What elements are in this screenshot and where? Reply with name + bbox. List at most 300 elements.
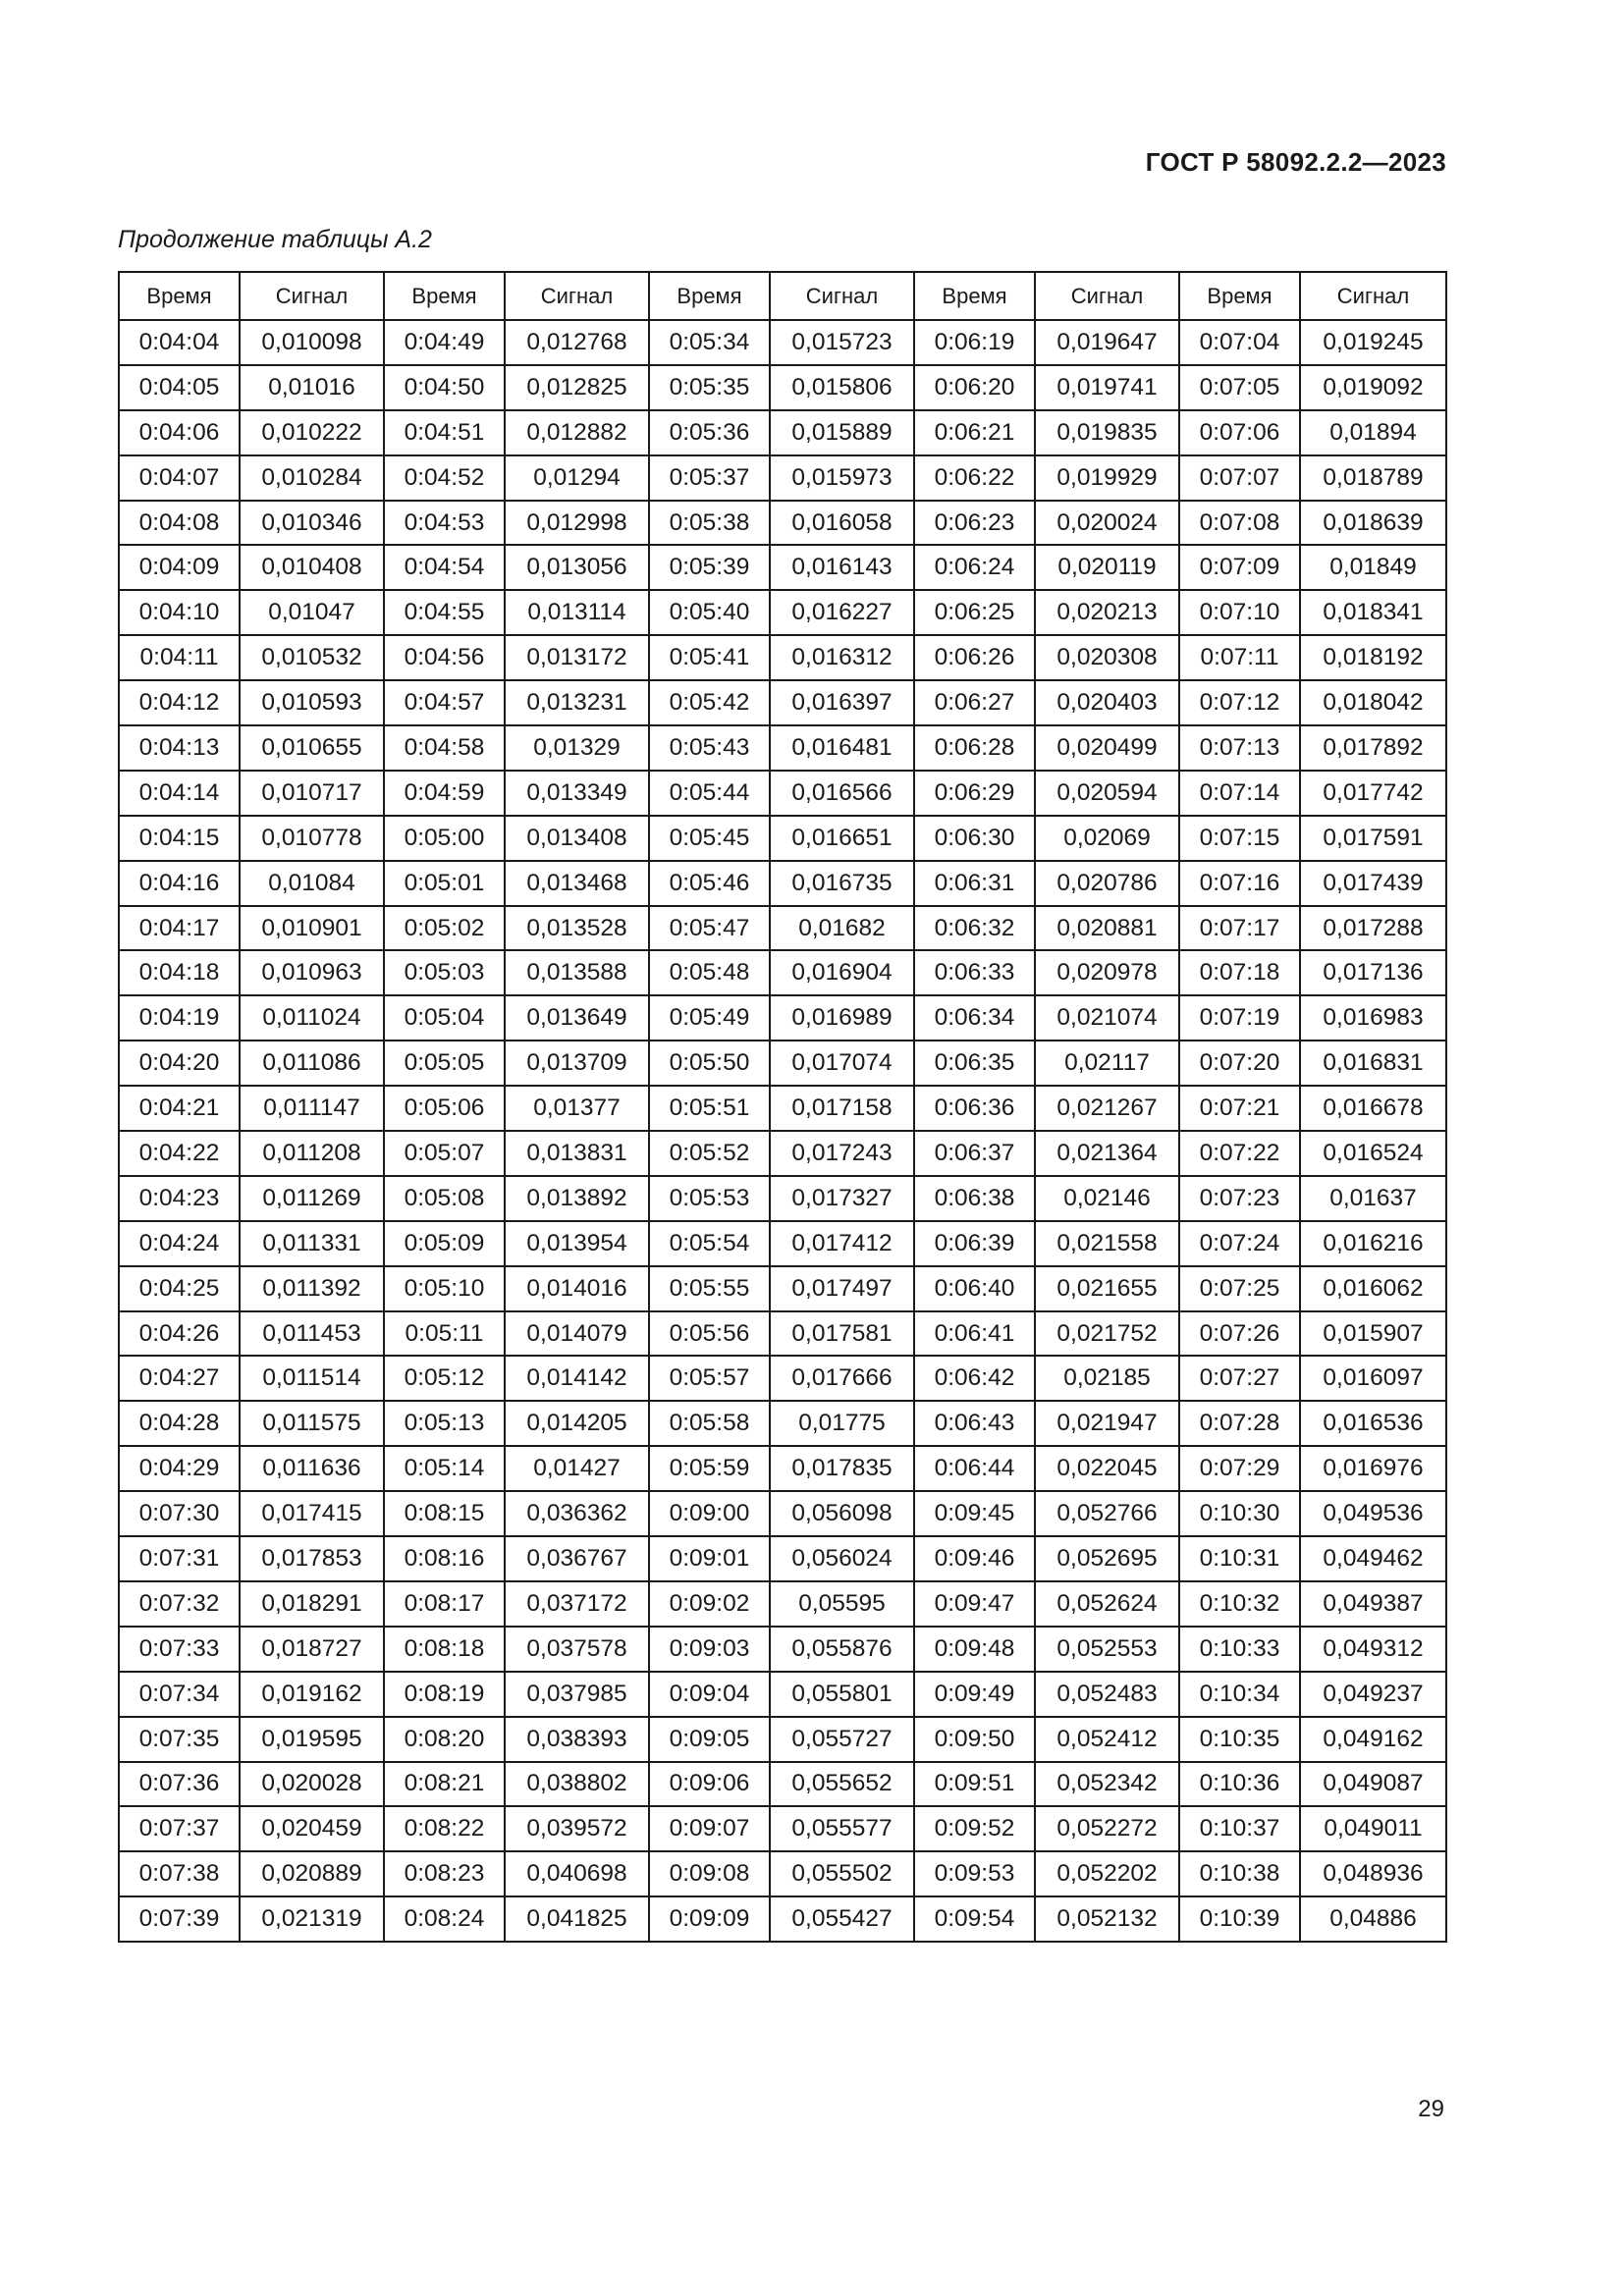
- signal-cell: 0,010901: [240, 906, 384, 951]
- time-cell: 0:07:31: [119, 1536, 240, 1581]
- signal-cell: 0,017327: [770, 1176, 914, 1221]
- time-cell: 0:04:24: [119, 1221, 240, 1266]
- time-cell: 0:06:28: [914, 725, 1035, 771]
- time-cell: 0:07:20: [1179, 1041, 1300, 1086]
- time-cell: 0:04:50: [384, 365, 505, 410]
- signal-cell: 0,037578: [505, 1627, 649, 1672]
- time-cell: 0:04:11: [119, 635, 240, 680]
- time-cell: 0:05:11: [384, 1311, 505, 1357]
- time-cell: 0:05:05: [384, 1041, 505, 1086]
- time-cell: 0:06:20: [914, 365, 1035, 410]
- time-cell: 0:07:25: [1179, 1266, 1300, 1311]
- signal-cell: 0,014079: [505, 1311, 649, 1357]
- time-cell: 0:06:43: [914, 1401, 1035, 1446]
- signal-cell: 0,01849: [1300, 545, 1446, 590]
- time-cell: 0:07:07: [1179, 455, 1300, 501]
- signal-cell: 0,017288: [1300, 906, 1446, 951]
- time-cell: 0:10:32: [1179, 1581, 1300, 1627]
- signal-cell: 0,019741: [1035, 365, 1179, 410]
- time-cell: 0:06:30: [914, 816, 1035, 861]
- signal-cell: 0,015723: [770, 320, 914, 365]
- time-cell: 0:10:30: [1179, 1491, 1300, 1536]
- signal-cell: 0,020024: [1035, 501, 1179, 546]
- signal-cell: 0,020881: [1035, 906, 1179, 951]
- time-cell: 0:09:45: [914, 1491, 1035, 1536]
- time-cell: 0:09:50: [914, 1717, 1035, 1762]
- signal-cell: 0,013349: [505, 771, 649, 816]
- time-cell: 0:07:24: [1179, 1221, 1300, 1266]
- signal-cell: 0,01637: [1300, 1176, 1446, 1221]
- time-cell: 0:08:20: [384, 1717, 505, 1762]
- time-cell: 0:09:02: [649, 1581, 770, 1627]
- signal-cell: 0,018291: [240, 1581, 384, 1627]
- column-header-time: Время: [649, 272, 770, 320]
- signal-cell: 0,012825: [505, 365, 649, 410]
- time-cell: 0:04:57: [384, 680, 505, 725]
- signal-cell: 0,016735: [770, 861, 914, 906]
- table-row: [119, 1581, 1446, 1627]
- table-row: [119, 1446, 1446, 1491]
- time-cell: 0:04:07: [119, 455, 240, 501]
- time-cell: 0:05:51: [649, 1086, 770, 1131]
- time-cell: 0:05:14: [384, 1446, 505, 1491]
- time-cell: 0:04:13: [119, 725, 240, 771]
- signal-cell: 0,013892: [505, 1176, 649, 1221]
- table-row: [119, 1356, 1446, 1401]
- time-cell: 0:09:52: [914, 1806, 1035, 1851]
- signal-cell: 0,01775: [770, 1401, 914, 1446]
- signal-cell: 0,052766: [1035, 1491, 1179, 1536]
- signal-cell: 0,019835: [1035, 410, 1179, 455]
- signal-cell: 0,052553: [1035, 1627, 1179, 1672]
- signal-cell: 0,049462: [1300, 1536, 1446, 1581]
- time-cell: 0:10:39: [1179, 1896, 1300, 1942]
- table-row: [119, 1672, 1446, 1717]
- signal-cell: 0,01084: [240, 861, 384, 906]
- signal-cell: 0,015907: [1300, 1311, 1446, 1357]
- time-cell: 0:05:45: [649, 816, 770, 861]
- time-cell: 0:05:46: [649, 861, 770, 906]
- time-cell: 0:07:27: [1179, 1356, 1300, 1401]
- signal-cell: 0,021319: [240, 1896, 384, 1942]
- signal-cell: 0,019647: [1035, 320, 1179, 365]
- signal-cell: 0,052132: [1035, 1896, 1179, 1942]
- table-header-row: [119, 272, 1446, 320]
- signal-cell: 0,017581: [770, 1311, 914, 1357]
- time-cell: 0:07:05: [1179, 365, 1300, 410]
- time-cell: 0:06:36: [914, 1086, 1035, 1131]
- signal-cell: 0,016831: [1300, 1041, 1446, 1086]
- time-cell: 0:04:10: [119, 590, 240, 635]
- signal-cell: 0,010778: [240, 816, 384, 861]
- signal-cell: 0,013954: [505, 1221, 649, 1266]
- time-cell: 0:04:55: [384, 590, 505, 635]
- time-cell: 0:06:38: [914, 1176, 1035, 1221]
- time-cell: 0:09:04: [649, 1672, 770, 1717]
- signal-cell: 0,016143: [770, 545, 914, 590]
- time-cell: 0:07:30: [119, 1491, 240, 1536]
- signal-cell: 0,017853: [240, 1536, 384, 1581]
- signal-cell: 0,014016: [505, 1266, 649, 1311]
- signal-cell: 0,049536: [1300, 1491, 1446, 1536]
- time-cell: 0:06:42: [914, 1356, 1035, 1401]
- time-cell: 0:06:19: [914, 320, 1035, 365]
- signal-cell: 0,015806: [770, 365, 914, 410]
- signal-cell: 0,011147: [240, 1086, 384, 1131]
- time-cell: 0:05:44: [649, 771, 770, 816]
- time-cell: 0:08:18: [384, 1627, 505, 1672]
- time-cell: 0:04:06: [119, 410, 240, 455]
- table-row: [119, 1717, 1446, 1762]
- signal-cell: 0,052624: [1035, 1581, 1179, 1627]
- time-cell: 0:04:25: [119, 1266, 240, 1311]
- time-cell: 0:05:52: [649, 1131, 770, 1176]
- time-cell: 0:04:16: [119, 861, 240, 906]
- signal-cell: 0,020594: [1035, 771, 1179, 816]
- signal-cell: 0,055876: [770, 1627, 914, 1672]
- signal-cell: 0,020499: [1035, 725, 1179, 771]
- signal-cell: 0,016989: [770, 995, 914, 1041]
- time-cell: 0:06:29: [914, 771, 1035, 816]
- time-cell: 0:04:29: [119, 1446, 240, 1491]
- signal-cell: 0,016651: [770, 816, 914, 861]
- signal-cell: 0,013528: [505, 906, 649, 951]
- time-cell: 0:08:16: [384, 1536, 505, 1581]
- table-body: [119, 320, 1446, 1942]
- signal-cell: 0,016481: [770, 725, 914, 771]
- signal-cell: 0,05595: [770, 1581, 914, 1627]
- signal-cell: 0,040698: [505, 1851, 649, 1896]
- signal-cell: 0,039572: [505, 1806, 649, 1851]
- signal-cell: 0,019929: [1035, 455, 1179, 501]
- time-cell: 0:05:50: [649, 1041, 770, 1086]
- table-row: [119, 950, 1446, 995]
- time-cell: 0:07:28: [1179, 1401, 1300, 1446]
- signal-cell: 0,017158: [770, 1086, 914, 1131]
- time-cell: 0:05:57: [649, 1356, 770, 1401]
- time-cell: 0:07:18: [1179, 950, 1300, 995]
- signal-cell: 0,01682: [770, 906, 914, 951]
- time-cell: 0:04:58: [384, 725, 505, 771]
- signal-cell: 0,020119: [1035, 545, 1179, 590]
- signal-cell: 0,016524: [1300, 1131, 1446, 1176]
- time-cell: 0:09:53: [914, 1851, 1035, 1896]
- column-header-time: Время: [914, 272, 1035, 320]
- signal-cell: 0,036767: [505, 1536, 649, 1581]
- signal-cell: 0,049162: [1300, 1717, 1446, 1762]
- table-row: [119, 1536, 1446, 1581]
- signal-cell: 0,021655: [1035, 1266, 1179, 1311]
- time-cell: 0:05:53: [649, 1176, 770, 1221]
- time-cell: 0:09:51: [914, 1762, 1035, 1807]
- column-header-signal: Сигнал: [240, 272, 384, 320]
- time-cell: 0:07:15: [1179, 816, 1300, 861]
- time-cell: 0:05:10: [384, 1266, 505, 1311]
- time-cell: 0:06:32: [914, 906, 1035, 951]
- time-cell: 0:07:17: [1179, 906, 1300, 951]
- signal-cell: 0,011636: [240, 1446, 384, 1491]
- signal-cell: 0,020028: [240, 1762, 384, 1807]
- signal-cell: 0,010593: [240, 680, 384, 725]
- signal-cell: 0,016058: [770, 501, 914, 546]
- signal-cell: 0,016566: [770, 771, 914, 816]
- time-cell: 0:05:09: [384, 1221, 505, 1266]
- time-cell: 0:08:24: [384, 1896, 505, 1942]
- signal-cell: 0,020889: [240, 1851, 384, 1896]
- time-cell: 0:04:21: [119, 1086, 240, 1131]
- signal-cell: 0,013468: [505, 861, 649, 906]
- signal-cell: 0,016904: [770, 950, 914, 995]
- column-header-time: Время: [1179, 272, 1300, 320]
- time-cell: 0:06:34: [914, 995, 1035, 1041]
- data-table: [118, 271, 1447, 1943]
- time-cell: 0:09:09: [649, 1896, 770, 1942]
- signal-cell: 0,014205: [505, 1401, 649, 1446]
- table-row: [119, 680, 1446, 725]
- signal-cell: 0,016312: [770, 635, 914, 680]
- table-row: [119, 1627, 1446, 1672]
- signal-cell: 0,017591: [1300, 816, 1446, 861]
- signal-cell: 0,01047: [240, 590, 384, 635]
- signal-cell: 0,02117: [1035, 1041, 1179, 1086]
- time-cell: 0:07:12: [1179, 680, 1300, 725]
- time-cell: 0:09:08: [649, 1851, 770, 1896]
- signal-cell: 0,049237: [1300, 1672, 1446, 1717]
- time-cell: 0:05:36: [649, 410, 770, 455]
- signal-cell: 0,018042: [1300, 680, 1446, 725]
- time-cell: 0:05:41: [649, 635, 770, 680]
- time-cell: 0:09:49: [914, 1672, 1035, 1717]
- signal-cell: 0,013649: [505, 995, 649, 1041]
- time-cell: 0:05:55: [649, 1266, 770, 1311]
- time-cell: 0:05:38: [649, 501, 770, 546]
- signal-cell: 0,01427: [505, 1446, 649, 1491]
- time-cell: 0:09:01: [649, 1536, 770, 1581]
- signal-cell: 0,018789: [1300, 455, 1446, 501]
- signal-cell: 0,019162: [240, 1672, 384, 1717]
- time-cell: 0:04:05: [119, 365, 240, 410]
- signal-cell: 0,04886: [1300, 1896, 1446, 1942]
- signal-cell: 0,019595: [240, 1717, 384, 1762]
- time-cell: 0:08:17: [384, 1581, 505, 1627]
- signal-cell: 0,010346: [240, 501, 384, 546]
- time-cell: 0:04:26: [119, 1311, 240, 1357]
- time-cell: 0:05:37: [649, 455, 770, 501]
- time-cell: 0:07:26: [1179, 1311, 1300, 1357]
- signal-cell: 0,017497: [770, 1266, 914, 1311]
- signal-cell: 0,052412: [1035, 1717, 1179, 1762]
- time-cell: 0:06:35: [914, 1041, 1035, 1086]
- signal-cell: 0,013172: [505, 635, 649, 680]
- signal-cell: 0,01329: [505, 725, 649, 771]
- signal-cell: 0,018727: [240, 1627, 384, 1672]
- time-cell: 0:06:37: [914, 1131, 1035, 1176]
- time-cell: 0:09:54: [914, 1896, 1035, 1942]
- table-row: [119, 455, 1446, 501]
- time-cell: 0:05:59: [649, 1446, 770, 1491]
- time-cell: 0:05:58: [649, 1401, 770, 1446]
- signal-cell: 0,055727: [770, 1717, 914, 1762]
- time-cell: 0:07:09: [1179, 545, 1300, 590]
- time-cell: 0:05:42: [649, 680, 770, 725]
- signal-cell: 0,021947: [1035, 1401, 1179, 1446]
- signal-cell: 0,010532: [240, 635, 384, 680]
- time-cell: 0:06:39: [914, 1221, 1035, 1266]
- signal-cell: 0,020213: [1035, 590, 1179, 635]
- time-cell: 0:09:06: [649, 1762, 770, 1807]
- time-cell: 0:06:44: [914, 1446, 1035, 1491]
- signal-cell: 0,052695: [1035, 1536, 1179, 1581]
- signal-cell: 0,017136: [1300, 950, 1446, 995]
- signal-cell: 0,010284: [240, 455, 384, 501]
- time-cell: 0:07:21: [1179, 1086, 1300, 1131]
- time-cell: 0:05:49: [649, 995, 770, 1041]
- signal-cell: 0,017892: [1300, 725, 1446, 771]
- table-row: [119, 590, 1446, 635]
- signal-cell: 0,052272: [1035, 1806, 1179, 1851]
- signal-cell: 0,048936: [1300, 1851, 1446, 1896]
- signal-cell: 0,017415: [240, 1491, 384, 1536]
- time-cell: 0:07:08: [1179, 501, 1300, 546]
- signal-cell: 0,020978: [1035, 950, 1179, 995]
- time-cell: 0:10:38: [1179, 1851, 1300, 1896]
- time-cell: 0:06:40: [914, 1266, 1035, 1311]
- signal-cell: 0,011331: [240, 1221, 384, 1266]
- signal-cell: 0,014142: [505, 1356, 649, 1401]
- time-cell: 0:04:17: [119, 906, 240, 951]
- table-row: [119, 501, 1446, 546]
- column-header-signal: Сигнал: [770, 272, 914, 320]
- time-cell: 0:04:08: [119, 501, 240, 546]
- time-cell: 0:05:12: [384, 1356, 505, 1401]
- table-row: [119, 861, 1446, 906]
- table-row: [119, 1851, 1446, 1896]
- time-cell: 0:06:23: [914, 501, 1035, 546]
- time-cell: 0:06:25: [914, 590, 1035, 635]
- time-cell: 0:07:10: [1179, 590, 1300, 635]
- signal-cell: 0,010098: [240, 320, 384, 365]
- signal-cell: 0,055502: [770, 1851, 914, 1896]
- time-cell: 0:06:22: [914, 455, 1035, 501]
- time-cell: 0:06:33: [914, 950, 1035, 995]
- time-cell: 0:04:22: [119, 1131, 240, 1176]
- time-cell: 0:04:09: [119, 545, 240, 590]
- signal-cell: 0,052342: [1035, 1762, 1179, 1807]
- signal-cell: 0,016983: [1300, 995, 1446, 1041]
- signal-cell: 0,019092: [1300, 365, 1446, 410]
- signal-cell: 0,017243: [770, 1131, 914, 1176]
- page-number: 29: [1418, 2096, 1444, 2122]
- time-cell: 0:07:33: [119, 1627, 240, 1672]
- signal-cell: 0,017412: [770, 1221, 914, 1266]
- signal-cell: 0,011086: [240, 1041, 384, 1086]
- signal-cell: 0,021074: [1035, 995, 1179, 1041]
- document-code: ГОСТ Р 58092.2.2—2023: [1145, 147, 1446, 177]
- signal-cell: 0,01894: [1300, 410, 1446, 455]
- signal-cell: 0,013056: [505, 545, 649, 590]
- time-cell: 0:10:34: [1179, 1672, 1300, 1717]
- time-cell: 0:07:35: [119, 1717, 240, 1762]
- signal-cell: 0,02146: [1035, 1176, 1179, 1221]
- time-cell: 0:07:34: [119, 1672, 240, 1717]
- time-cell: 0:08:23: [384, 1851, 505, 1896]
- signal-cell: 0,018341: [1300, 590, 1446, 635]
- table-row: [119, 1176, 1446, 1221]
- time-cell: 0:10:33: [1179, 1627, 1300, 1672]
- signal-cell: 0,022045: [1035, 1446, 1179, 1491]
- time-cell: 0:05:03: [384, 950, 505, 995]
- time-cell: 0:05:40: [649, 590, 770, 635]
- signal-cell: 0,020459: [240, 1806, 384, 1851]
- signal-cell: 0,017666: [770, 1356, 914, 1401]
- time-cell: 0:06:27: [914, 680, 1035, 725]
- time-cell: 0:04:15: [119, 816, 240, 861]
- table-row: [119, 1131, 1446, 1176]
- time-cell: 0:04:23: [119, 1176, 240, 1221]
- signal-cell: 0,020403: [1035, 680, 1179, 725]
- time-cell: 0:10:36: [1179, 1762, 1300, 1807]
- signal-cell: 0,016097: [1300, 1356, 1446, 1401]
- table-caption: Продолжение таблицы А.2: [118, 226, 432, 253]
- time-cell: 0:05:01: [384, 861, 505, 906]
- time-cell: 0:04:54: [384, 545, 505, 590]
- signal-cell: 0,016678: [1300, 1086, 1446, 1131]
- signal-cell: 0,017742: [1300, 771, 1446, 816]
- signal-cell: 0,056024: [770, 1536, 914, 1581]
- signal-cell: 0,017074: [770, 1041, 914, 1086]
- signal-cell: 0,055801: [770, 1672, 914, 1717]
- time-cell: 0:04:20: [119, 1041, 240, 1086]
- table-row: [119, 410, 1446, 455]
- time-cell: 0:04:28: [119, 1401, 240, 1446]
- signal-cell: 0,012882: [505, 410, 649, 455]
- signal-cell: 0,055652: [770, 1762, 914, 1807]
- time-cell: 0:06:21: [914, 410, 1035, 455]
- time-cell: 0:06:31: [914, 861, 1035, 906]
- signal-cell: 0,056098: [770, 1491, 914, 1536]
- time-cell: 0:09:03: [649, 1627, 770, 1672]
- signal-cell: 0,049387: [1300, 1581, 1446, 1627]
- time-cell: 0:10:37: [1179, 1806, 1300, 1851]
- time-cell: 0:05:47: [649, 906, 770, 951]
- signal-cell: 0,013408: [505, 816, 649, 861]
- time-cell: 0:05:43: [649, 725, 770, 771]
- signal-cell: 0,052483: [1035, 1672, 1179, 1717]
- time-cell: 0:07:04: [1179, 320, 1300, 365]
- table-row: [119, 725, 1446, 771]
- signal-cell: 0,019245: [1300, 320, 1446, 365]
- signal-cell: 0,021752: [1035, 1311, 1179, 1357]
- time-cell: 0:05:07: [384, 1131, 505, 1176]
- time-cell: 0:07:14: [1179, 771, 1300, 816]
- signal-cell: 0,049087: [1300, 1762, 1446, 1807]
- signal-cell: 0,010717: [240, 771, 384, 816]
- time-cell: 0:05:04: [384, 995, 505, 1041]
- signal-cell: 0,049312: [1300, 1627, 1446, 1672]
- time-cell: 0:05:34: [649, 320, 770, 365]
- signal-cell: 0,015889: [770, 410, 914, 455]
- table-row: [119, 545, 1446, 590]
- time-cell: 0:05:54: [649, 1221, 770, 1266]
- time-cell: 0:08:19: [384, 1672, 505, 1717]
- column-header-time: Время: [119, 272, 240, 320]
- signal-cell: 0,021558: [1035, 1221, 1179, 1266]
- time-cell: 0:07:36: [119, 1762, 240, 1807]
- signal-cell: 0,055577: [770, 1806, 914, 1851]
- time-cell: 0:04:12: [119, 680, 240, 725]
- signal-cell: 0,013231: [505, 680, 649, 725]
- time-cell: 0:10:35: [1179, 1717, 1300, 1762]
